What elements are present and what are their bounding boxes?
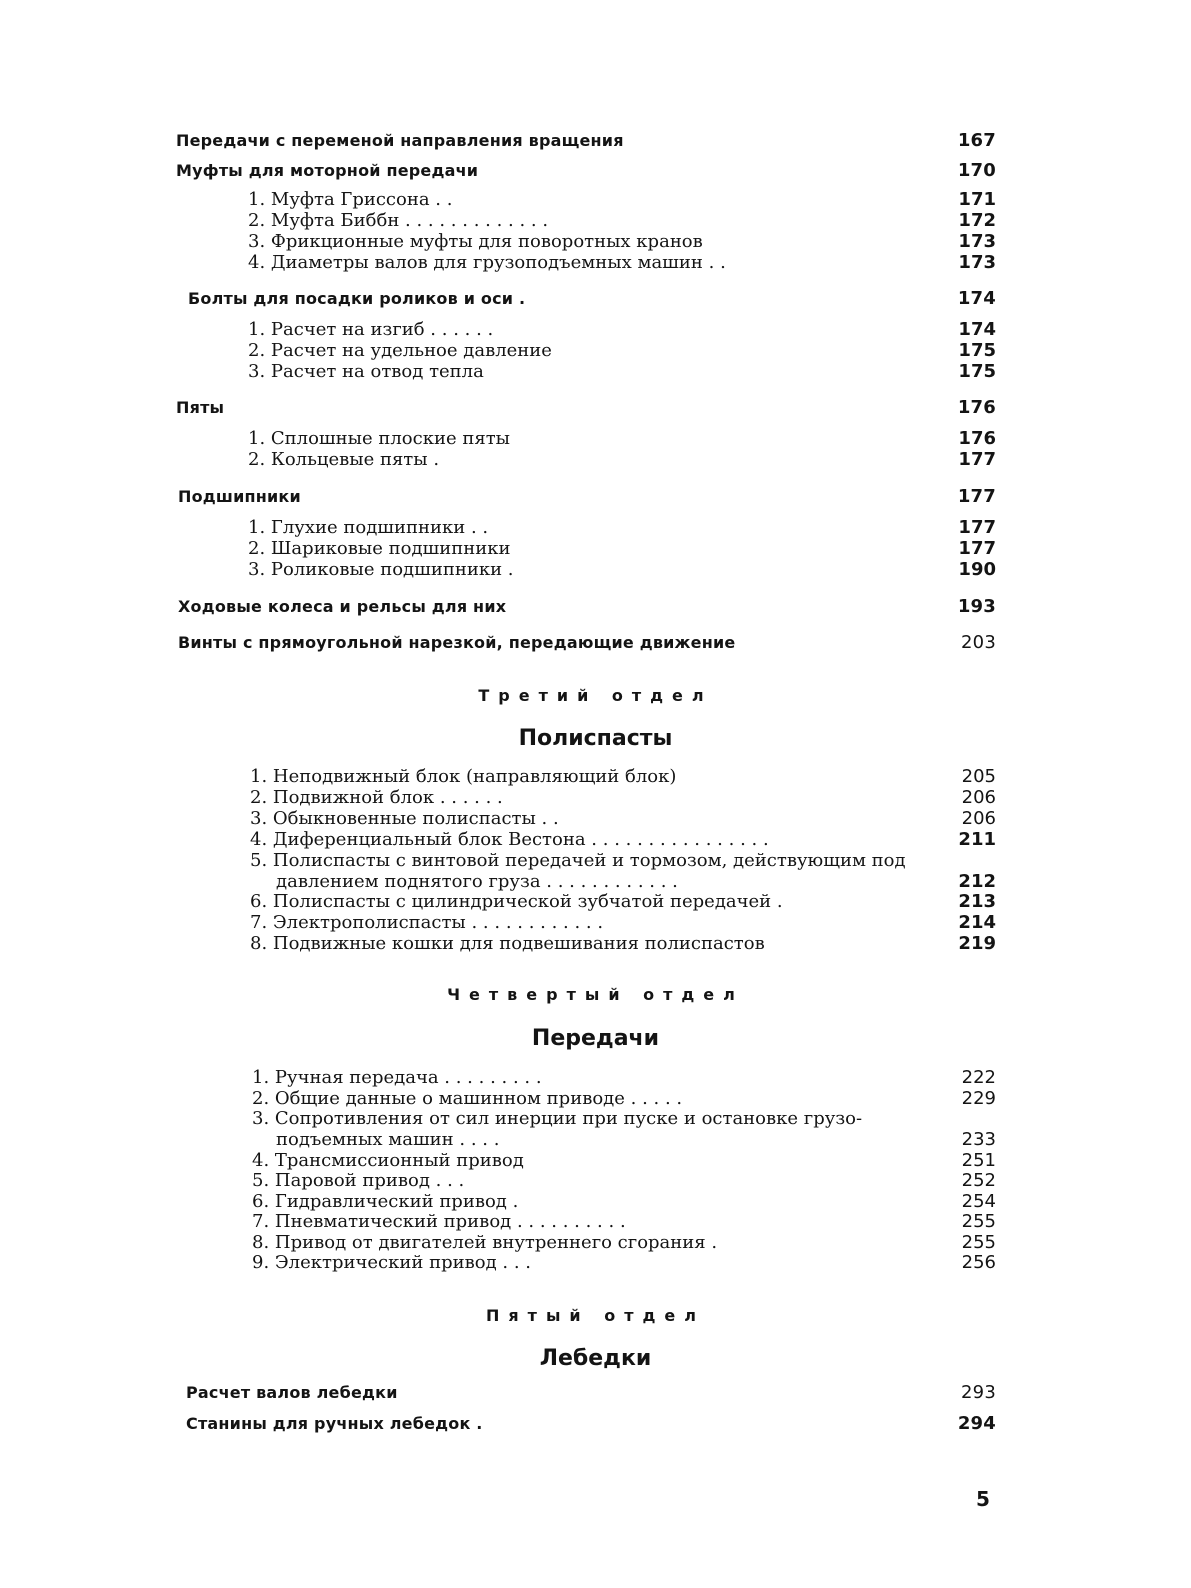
toc-item-label: 8. Подвижные кошки для подвешивания полиспастов — [250, 933, 765, 954]
toc-item-label-line1: 5. Полиспасты с винтовой передачей и тормозом, действующим под — [250, 850, 906, 871]
toc-item[interactable] — [252, 1150, 996, 1171]
toc-page-number: 255 — [961, 1211, 996, 1232]
toc-page-number: 177 — [958, 538, 996, 559]
toc-item[interactable] — [248, 210, 996, 231]
toc-heading[interactable] — [176, 130, 996, 151]
toc-page-number: 173 — [958, 252, 996, 273]
toc-page-number: 174 — [958, 319, 996, 340]
toc-item[interactable] — [250, 766, 996, 787]
toc-page-number: 177 — [957, 486, 996, 507]
toc-item[interactable] — [250, 808, 996, 829]
toc-heading[interactable] — [188, 288, 996, 309]
toc-item-label: подъемных машин . . . . — [276, 1129, 500, 1150]
toc-item-label: 4. Диференциальный блок Вестона . . . . . . . . . . . . . . . . — [250, 829, 769, 850]
toc-item-label: 2. Шариковые подшипники — [248, 538, 511, 559]
division-heading: Пятый отдел — [486, 1306, 705, 1325]
toc-page-number: 256 — [961, 1252, 996, 1273]
toc-heading[interactable] — [178, 486, 996, 507]
toc-page-number: 254 — [961, 1191, 996, 1212]
toc-item[interactable] — [248, 559, 996, 580]
toc-item-label: 5. Паровой привод . . . — [252, 1170, 465, 1191]
toc-heading-label: Подшипники — [178, 487, 301, 506]
toc-heading-label: Муфты для моторной передачи — [176, 161, 479, 180]
toc-heading-label: Станины для ручных лебедок . — [186, 1414, 483, 1433]
toc-item[interactable] — [248, 340, 996, 361]
toc-page-number: 222 — [961, 1067, 996, 1088]
toc-page-number: 213 — [958, 891, 996, 912]
toc-item-label: 3. Роликовые подшипники . — [248, 559, 514, 580]
toc-item[interactable] — [248, 189, 996, 210]
toc-heading-label: Передачи с переменой направления вращения — [176, 131, 624, 150]
toc-heading-label: Болты для посадки роликов и оси . — [188, 289, 526, 308]
toc-page-number: 251 — [961, 1150, 996, 1171]
toc-item-label: 1. Расчет на изгиб . . . . . . — [248, 319, 494, 340]
toc-page-number: 170 — [957, 160, 996, 181]
toc-item[interactable] — [276, 1129, 996, 1150]
toc-item-label: 3. Обыкновенные полиспасты . . — [250, 808, 559, 829]
toc-page-number: 173 — [958, 231, 996, 252]
toc-item-label: 2. Расчет на удельное давление — [248, 340, 552, 361]
toc-page-number: 193 — [957, 596, 996, 617]
toc-item-label: 2. Общие данные о машинном приводе . . . . . — [252, 1088, 683, 1109]
toc-item-label: 2. Подвижной блок . . . . . . — [250, 787, 503, 808]
toc-item[interactable] — [252, 1252, 996, 1273]
toc-page-number: 255 — [961, 1232, 996, 1253]
toc-item[interactable] — [248, 449, 996, 470]
toc-item-label: давлением поднятого груза . . . . . . . . . . . . — [276, 871, 678, 892]
toc-item[interactable] — [248, 319, 996, 340]
toc-item-label: 7. Пневматический привод . . . . . . . . . . — [252, 1211, 626, 1232]
toc-item-label: 8. Привод от двигателей внутреннего сгорания . — [252, 1232, 718, 1253]
toc-item-label: 3. Расчет на отвод тепла — [248, 361, 484, 382]
section-title: Полиспасты — [518, 726, 673, 751]
toc-item[interactable] — [248, 361, 996, 382]
toc-item[interactable] — [248, 252, 996, 273]
toc-item[interactable] — [252, 1191, 996, 1212]
toc-item[interactable] — [248, 428, 996, 449]
toc-heading[interactable] — [186, 1413, 996, 1434]
toc-item-label: 4. Трансмиссионный привод — [252, 1150, 524, 1171]
toc-heading-label: Ходовые колеса и рельсы для них — [178, 597, 507, 616]
division-heading: Четвертый отдел — [447, 985, 744, 1004]
toc-item[interactable] — [250, 829, 996, 850]
section-title: Передачи — [531, 1026, 660, 1051]
toc-item-label: 1. Муфта Гриссона . . — [248, 189, 453, 210]
toc-heading[interactable] — [178, 596, 996, 617]
toc-page-number: 212 — [958, 871, 996, 892]
toc-item-label: 3. Фрикционные муфты для поворотных кранов — [248, 231, 703, 252]
toc-item[interactable] — [276, 871, 996, 892]
toc-page-number: 175 — [958, 340, 996, 361]
toc-heading[interactable] — [176, 397, 996, 418]
toc-item-label: 2. Кольцевые пяты . — [248, 449, 440, 470]
toc-page-number: 219 — [958, 933, 996, 954]
toc-item-label-line1: 3. Сопротивления от сил инерции при пуске и остановке грузо- — [252, 1108, 863, 1129]
toc-page-number: 211 — [958, 829, 996, 850]
toc-page-number: 176 — [957, 397, 996, 418]
toc-page-number: 214 — [958, 912, 996, 933]
toc-item[interactable] — [248, 538, 996, 559]
toc-heading-label: Пяты — [176, 398, 225, 417]
toc-heading[interactable] — [178, 632, 996, 653]
toc-item-label: 1. Глухие подшипники . . — [248, 517, 489, 538]
toc-item[interactable] — [252, 1211, 996, 1232]
toc-item[interactable] — [250, 891, 996, 912]
toc-item[interactable] — [248, 517, 996, 538]
toc-page-number: 174 — [957, 288, 996, 309]
toc-page-number: 175 — [958, 361, 996, 382]
toc-page-number: 294 — [957, 1413, 996, 1434]
toc-item-label: 1. Ручная передача . . . . . . . . . — [252, 1067, 542, 1088]
toc-page-number: 206 — [961, 808, 996, 829]
toc-page-number: 252 — [961, 1170, 996, 1191]
toc-page-number: 205 — [961, 766, 996, 787]
toc-item[interactable] — [250, 912, 996, 933]
toc-page-number: 203 — [961, 632, 996, 653]
toc-page-number: 177 — [958, 449, 996, 470]
toc-page-number: 229 — [961, 1088, 996, 1109]
toc-item[interactable] — [252, 1067, 996, 1088]
toc-page-number: 172 — [958, 210, 996, 231]
toc-heading-label: Расчет валов лебедки — [186, 1383, 398, 1402]
toc-heading-label: Винты с прямоугольной нарезкой, передающие движение — [178, 633, 736, 652]
division-heading: Третий отдел — [478, 686, 713, 705]
toc-item-label: 6. Полиспасты с цилиндрической зубчатой передачей . — [250, 891, 783, 912]
toc-item-label: 9. Электрический привод . . . — [252, 1252, 531, 1273]
toc-page-number: 190 — [958, 559, 996, 580]
toc-item-label: 1. Неподвижный блок (направляющий блок) — [250, 766, 677, 787]
toc-page-number: 293 — [961, 1382, 996, 1403]
toc-item-label: 7. Электрополиспасты . . . . . . . . . . . . — [250, 912, 604, 933]
toc-page-number: 176 — [958, 428, 996, 449]
toc-page-number: 171 — [958, 189, 996, 210]
toc-item[interactable] — [252, 1170, 996, 1191]
toc-page-number: 233 — [961, 1129, 996, 1150]
toc-item[interactable] — [252, 1088, 996, 1109]
toc-item-label: 2. Муфта Биббн . . . . . . . . . . . . . — [248, 210, 549, 231]
toc-item[interactable] — [250, 787, 996, 808]
toc-item-label: 4. Диаметры валов для грузоподъемных машин . . — [248, 252, 726, 273]
toc-page-number: 206 — [961, 787, 996, 808]
toc-item-label: 6. Гидравлический привод . — [252, 1191, 519, 1212]
toc-heading[interactable] — [186, 1382, 996, 1403]
toc-page-number: 167 — [957, 130, 996, 151]
page-number: 5 — [976, 1487, 990, 1511]
toc-item[interactable] — [250, 933, 996, 954]
toc-heading[interactable] — [176, 160, 996, 181]
section-title: Лебедки — [539, 1346, 652, 1371]
toc-item[interactable] — [248, 231, 996, 252]
toc-item[interactable] — [252, 1232, 996, 1253]
toc-item-label: 1. Сплошные плоские пяты — [248, 428, 510, 449]
toc-page-number: 177 — [958, 517, 996, 538]
